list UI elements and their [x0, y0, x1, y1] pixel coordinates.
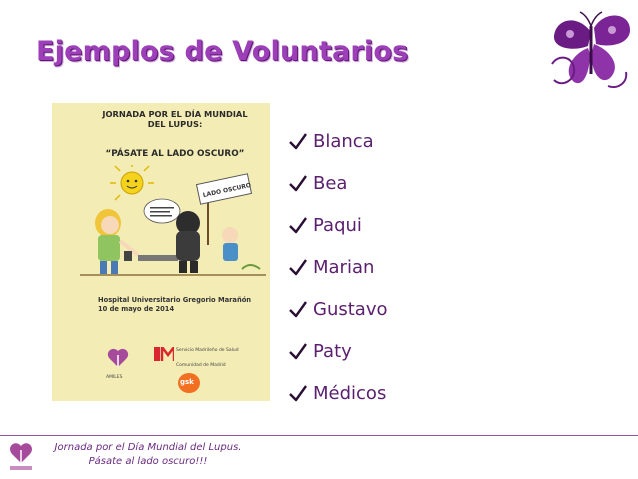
poster-venue — [98, 296, 266, 314]
list-item — [288, 288, 388, 330]
volunteer-name: Médicos — [313, 382, 387, 404]
volunteer-name: Marian — [313, 256, 375, 278]
volunteer-name: Bea — [313, 172, 348, 194]
slide-title: Ejemplos de Voluntarios — [36, 36, 409, 67]
checkmark-icon — [288, 174, 308, 192]
poster-date-line: 10 de mayo de 2014 — [98, 305, 175, 313]
list-item — [288, 246, 388, 288]
poster-logos — [96, 341, 266, 397]
poster-logo-madrid-label: Servicio Madrileño de Salud — [176, 348, 239, 353]
footer-divider — [0, 435, 638, 436]
list-item — [288, 120, 388, 162]
checkmark-icon — [288, 258, 308, 276]
checkmark-icon — [288, 342, 308, 360]
madrid-health-logo-icon — [154, 347, 174, 361]
poster-sign-text: LADO OSCURO — [202, 181, 252, 200]
event-poster-image — [52, 103, 270, 401]
poster-logo-madrid-label-2: Comunidad de Madrid — [176, 363, 226, 368]
volunteer-list — [288, 120, 388, 414]
footer-line: Pásate al lado oscuro!!! — [88, 456, 208, 467]
amiles-footer-logo-icon — [6, 440, 36, 472]
footer-line: Jornada por el Día Mundial del Lupus. — [54, 442, 242, 453]
poster-header-line: JORNADA POR EL DÍA MUNDIAL — [102, 109, 248, 119]
poster-header-line: DEL LUPUS: — [147, 119, 203, 129]
list-item — [288, 204, 388, 246]
poster-venue-line: Hospital Universitario Gregorio Marañón — [98, 296, 252, 304]
checkmark-icon — [288, 216, 308, 234]
checkmark-icon — [288, 300, 308, 318]
poster-header — [80, 109, 270, 129]
volunteer-name: Blanca — [313, 130, 374, 152]
butterfly-icon — [544, 8, 636, 100]
poster-subtitle: “PÁSATE AL LADO OSCURO” — [105, 149, 245, 159]
checkmark-icon — [288, 384, 308, 402]
list-item — [288, 372, 388, 414]
list-item — [288, 162, 388, 204]
poster-logo-gsk-label: gsk — [180, 378, 194, 386]
poster-cartoon-illustration — [80, 165, 266, 283]
list-item — [288, 330, 388, 372]
poster-logo-amiles-label: AMILES — [106, 375, 123, 380]
volunteer-name: Gustavo — [313, 298, 388, 320]
checkmark-icon — [288, 132, 308, 150]
amiles-logo-icon — [104, 347, 132, 373]
volunteer-name: Paty — [313, 340, 352, 362]
footer-caption — [48, 441, 248, 469]
volunteer-name: Paqui — [313, 214, 362, 236]
